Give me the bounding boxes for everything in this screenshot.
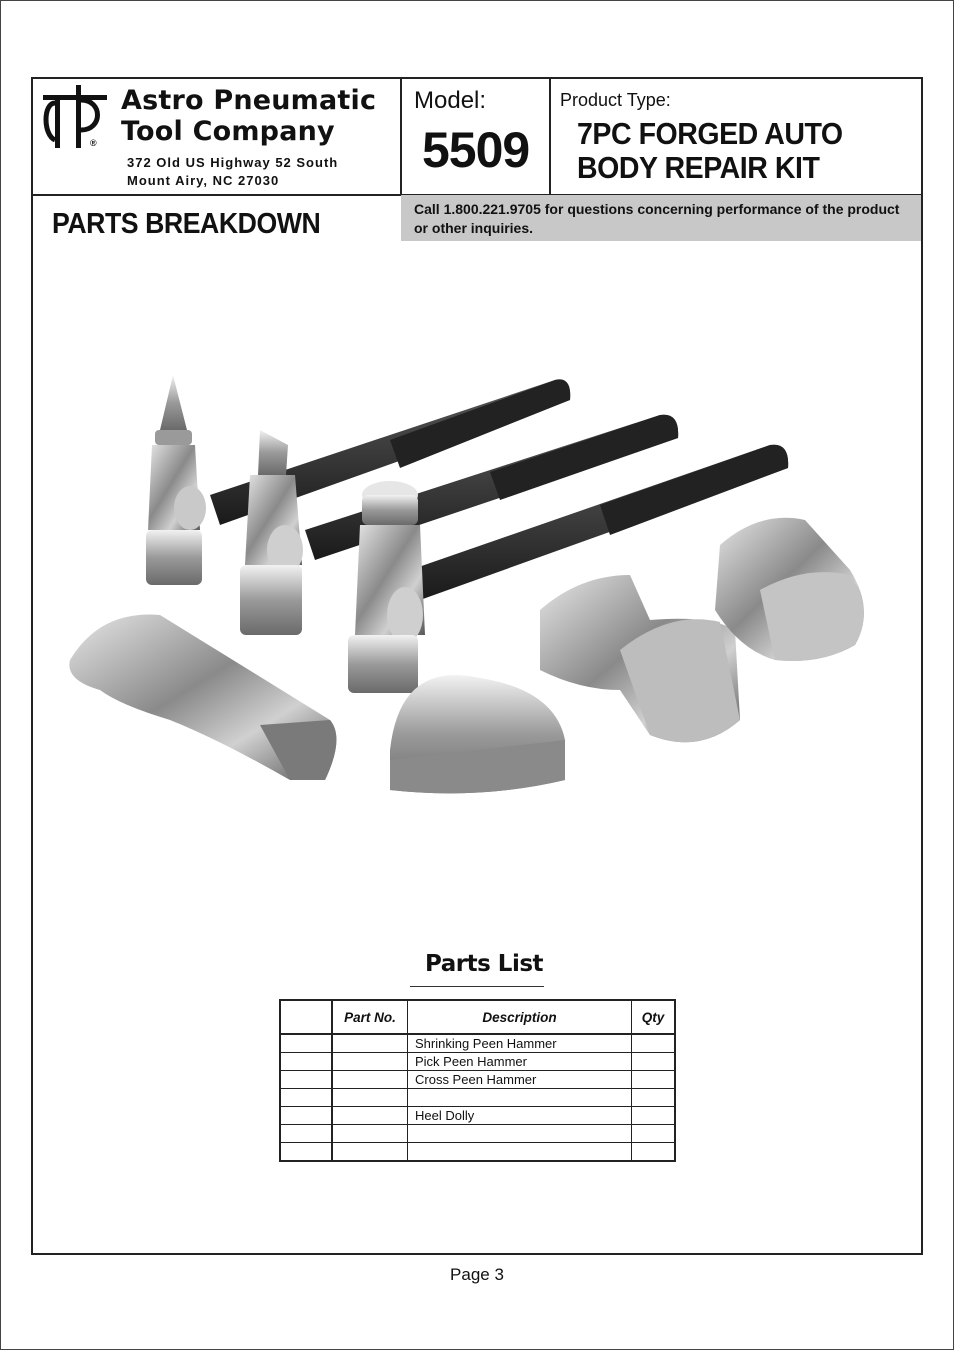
table-row bbox=[280, 1089, 675, 1107]
model-label: Model: bbox=[414, 87, 487, 114]
product-type-block bbox=[551, 77, 923, 196]
row-part-no bbox=[332, 1143, 408, 1162]
company-name-line1: Astro Pneumatic bbox=[121, 85, 377, 116]
row-description bbox=[408, 1125, 632, 1143]
contact-banner bbox=[401, 195, 921, 241]
row-description bbox=[408, 1143, 632, 1162]
table-row bbox=[280, 1034, 675, 1053]
model-number: 5509 bbox=[422, 122, 530, 178]
registered-mark: ® bbox=[90, 138, 97, 148]
parts-list-title: Parts List bbox=[425, 951, 544, 977]
spoon-dolly bbox=[69, 615, 336, 780]
section-title: PARTS BREAKDOWN bbox=[52, 208, 321, 240]
row-ref bbox=[280, 1107, 332, 1125]
company-block bbox=[31, 77, 402, 196]
table-row bbox=[280, 1053, 675, 1071]
row-qty bbox=[632, 1143, 676, 1162]
hammer-dolly-kit-illustration bbox=[60, 360, 890, 810]
document-header bbox=[31, 77, 923, 196]
double-end-dolly bbox=[540, 575, 740, 742]
pick-peen-hammer-head bbox=[240, 430, 303, 635]
row-ref bbox=[280, 1089, 332, 1107]
row-part-no bbox=[332, 1125, 408, 1143]
shrinking-peen-hammer-head bbox=[146, 375, 206, 585]
address-line1: 372 Old US Highway 52 South bbox=[127, 155, 339, 170]
contact-text: Call 1.800.221.9705 for questions concerning performance of the product or other inquiries. bbox=[414, 201, 900, 236]
row-qty bbox=[632, 1053, 676, 1071]
row-description: Shrinking Peen Hammer bbox=[408, 1034, 632, 1053]
company-name bbox=[121, 85, 376, 147]
heel-dolly bbox=[390, 675, 565, 793]
row-description: Heel Dolly bbox=[408, 1107, 632, 1125]
row-part-no bbox=[332, 1107, 408, 1125]
row-qty bbox=[632, 1089, 676, 1107]
row-ref bbox=[280, 1125, 332, 1143]
page-number: Page 3 bbox=[450, 1265, 504, 1284]
row-qty bbox=[632, 1071, 676, 1089]
row-description: Cross Peen Hammer bbox=[408, 1071, 632, 1089]
column-part-no: Part No. bbox=[332, 1000, 408, 1034]
row-ref bbox=[280, 1053, 332, 1071]
row-ref bbox=[280, 1034, 332, 1053]
column-ref bbox=[280, 1000, 332, 1034]
table-row bbox=[280, 1125, 675, 1143]
table-row bbox=[280, 1143, 675, 1162]
company-name-line2: Tool Company bbox=[121, 116, 335, 147]
row-qty bbox=[632, 1034, 676, 1053]
address-line2: Mount Airy, NC 27030 bbox=[127, 173, 280, 188]
row-description: Pick Peen Hammer bbox=[408, 1053, 632, 1071]
column-qty: Qty bbox=[632, 1000, 676, 1034]
row-part-no bbox=[332, 1089, 408, 1107]
row-ref bbox=[280, 1071, 332, 1089]
parts-table bbox=[279, 999, 676, 1162]
row-ref bbox=[280, 1143, 332, 1162]
row-description bbox=[408, 1089, 632, 1107]
column-description: Description bbox=[408, 1000, 632, 1034]
parts-table-header bbox=[280, 1000, 675, 1034]
toe-dolly bbox=[715, 518, 864, 661]
table-row bbox=[280, 1071, 675, 1089]
product-name-line1: 7PC FORGED AUTO bbox=[577, 116, 843, 151]
row-part-no bbox=[332, 1071, 408, 1089]
row-part-no bbox=[332, 1053, 408, 1071]
row-qty bbox=[632, 1107, 676, 1125]
company-address bbox=[127, 154, 338, 190]
astro-ap-monogram-icon bbox=[43, 85, 107, 151]
model-block bbox=[402, 77, 551, 196]
product-name-line2: BODY REPAIR KIT bbox=[577, 150, 820, 185]
table-row bbox=[280, 1107, 675, 1125]
parts-list-underline bbox=[410, 986, 544, 987]
product-type-label: Product Type: bbox=[560, 90, 671, 110]
row-part-no bbox=[332, 1034, 408, 1053]
row-qty bbox=[632, 1125, 676, 1143]
product-name bbox=[577, 117, 843, 185]
